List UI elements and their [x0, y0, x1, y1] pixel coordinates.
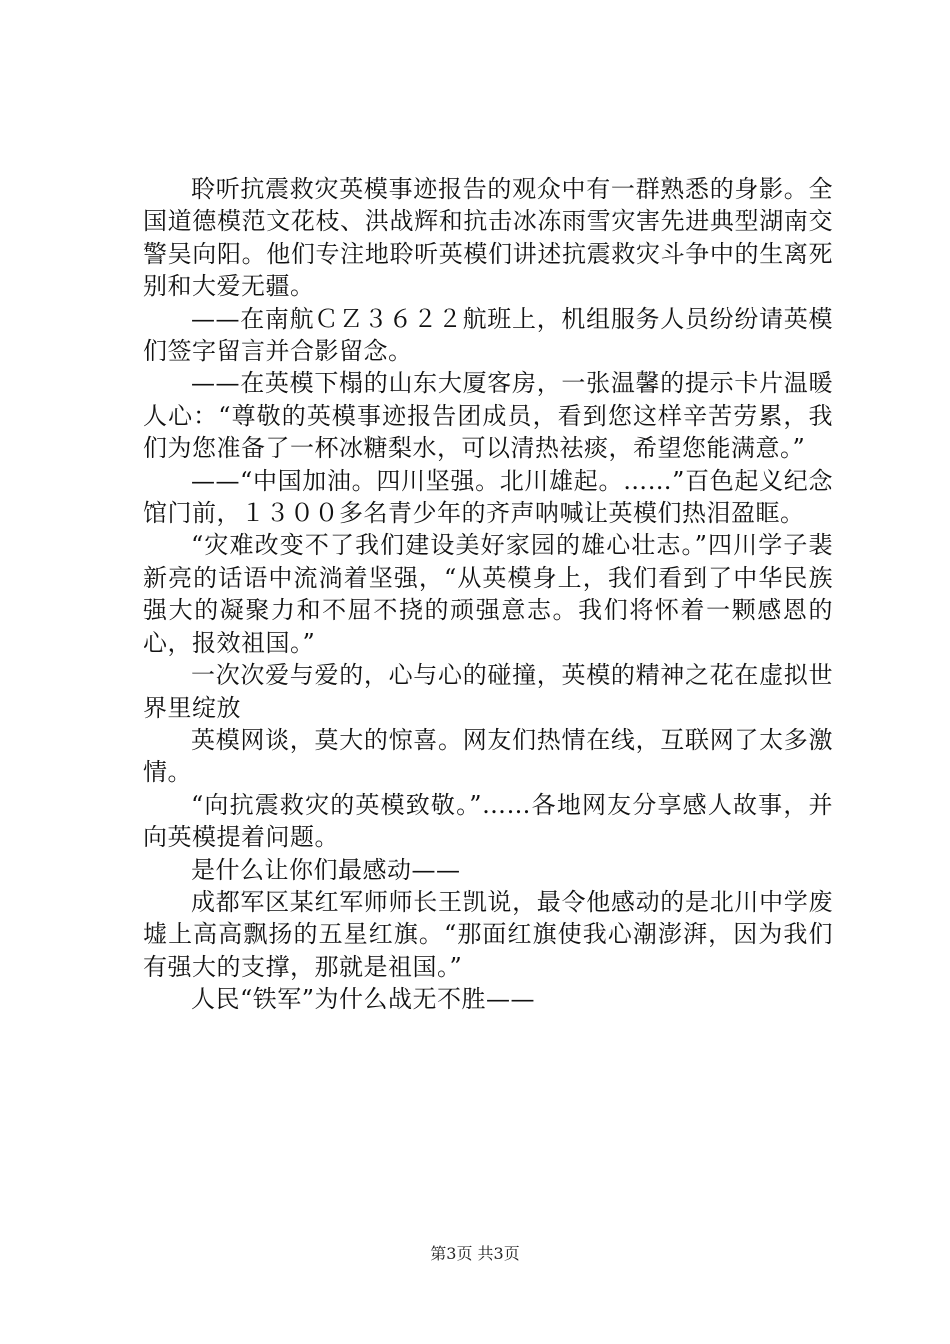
paragraph-3: ——在英模下榻的山东大厦客房，一张温馨的提示卡片温暖人心：“尊敬的英模事迹报告团成员，看到您这样辛苦劳累，我们为您准备了一杯冰糖梨水，可以清热祛痰，希望您能满意。” [143, 369, 833, 463]
paragraph-1: 聆听抗震救灾英模事迹报告的观众中有一群熟悉的身影。全国道德模范文花枝、洪战辉和抗击冰冻雨雪灾害先进典型湖南交警吴向阳。他们专注地聆听英模们讲述抗震救灾斗争中的生离死别和大爱无疆。 [143, 175, 833, 301]
paragraph-5: “灾难改变不了我们建设美好家园的雄心壮志。”四川学子裴新亮的话语中流淌着坚强，“从英模身上，我们看到了中华民族强大的凝聚力和不屈不挠的顽强意志。我们将怀着一颗感恩的心，报效祖国。” [143, 531, 833, 657]
paragraph-7: 英模网谈，莫大的惊喜。网友们热情在线，互联网了太多激情。 [143, 725, 833, 787]
paragraph-10: 成都军区某红军师师长王凯说，最令他感动的是北川中学废墟上高高飘扬的五星红旗。“那面红旗使我心潮澎湃，因为我们有强大的支撑，那就是祖国。” [143, 887, 833, 981]
paragraph-4: ——“中国加油。四川坚强。北川雄起。……”百色起义纪念馆门前，１３００多名青少年的齐声呐喊让英模们热泪盈眶。 [143, 466, 833, 528]
page-number-label: 第3页 共3页 [430, 1244, 520, 1263]
paragraph-2: ——在南航ＣＺ３６２２航班上，机组服务人员纷纷请英模们签字留言并合影留念。 [143, 304, 833, 366]
paragraph-9: 是什么让你们最感动—— [191, 855, 461, 884]
document-body [143, 173, 833, 1016]
paragraph-11: 人民“铁军”为什么战无不胜—— [191, 985, 536, 1014]
paragraph-6: 一次次爱与爱的，心与心的碰撞，英模的精神之花在虚拟世界里绽放 [143, 661, 833, 722]
paragraph-8: “向抗震救灾的英模致敬。”……各地网友分享感人故事，并向英模提着问题。 [143, 790, 833, 852]
page-footer [0, 1244, 950, 1264]
